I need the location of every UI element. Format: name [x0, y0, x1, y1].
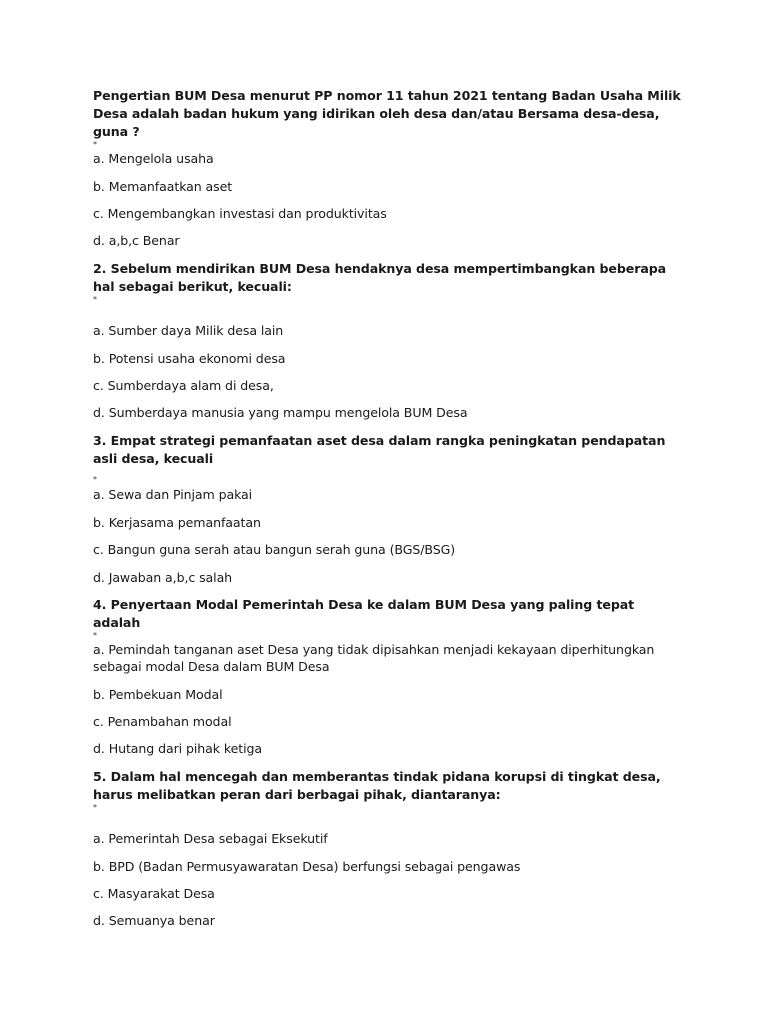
question-2-option-c: c. Sumberdaya alam di desa,	[93, 378, 274, 393]
required-mark: *	[93, 631, 97, 640]
question-1-option-b: b. Memanfaatkan aset	[93, 179, 233, 194]
question-1-text: Pengertian BUM Desa menurut PP nomor 11 tahun 2021 tentang Badan Usaha Milik Desa adalah badan hukum yang idirikan oleh desa dan/atau Bersama desa-desa, guna ?	[93, 88, 681, 139]
question-1	[93, 87, 683, 149]
question-3-text: 3. Empat strategi pemanfaatan aset desa dalam rangka peningkatan pendapatan asli desa, kecuali	[93, 433, 666, 466]
question-2-option-d: d. Sumberdaya manusia yang mampu mengelola BUM Desa	[93, 405, 468, 420]
question-2-option-b: b. Potensi usaha ekonomi desa	[93, 351, 286, 366]
question-4-text: 4. Penyertaan Modal Pemerintah Desa ke dalam BUM Desa yang paling tepat adalah	[93, 597, 635, 630]
question-3-option-d: d. Jawaban a,b,c salah	[93, 570, 233, 585]
question-5-text: 5. Dalam hal mencegah dan memberantas tindak pidana korupsi di tingkat desa, harus melibatkan peran dari berbagai pihak, diantaranya:	[93, 769, 661, 802]
question-4-option-d: d. Hutang dari pihak ketiga	[93, 741, 263, 756]
question-3-option-b: b. Kerjasama pemanfaatan	[93, 515, 261, 530]
question-2-option-a: a. Sumber daya Milik desa lain	[93, 323, 284, 338]
question-3	[93, 432, 683, 484]
question-3-option-c: c. Bangun guna serah atau bangun serah guna (BGS/BSG)	[93, 542, 456, 557]
question-1-option-d: d. a,b,c Benar	[93, 233, 180, 248]
question-4-option-b: b. Pembekuan Modal	[93, 687, 223, 702]
question-5-option-d: d. Semuanya benar	[93, 913, 215, 928]
question-3-option-a: a. Sewa dan Pinjam pakai	[93, 487, 253, 502]
required-mark: *	[93, 475, 97, 484]
question-1-option-a: a. Mengelola usaha	[93, 151, 214, 166]
question-4	[93, 596, 683, 640]
question-2	[93, 260, 683, 304]
question-5	[93, 768, 683, 812]
question-4-option-a: a. Pemindah tanganan aset Desa yang tidak dipisahkan menjadi kekayaan diperhitungkan sebagai modal Desa dalam BUM Desa	[93, 642, 655, 674]
question-5-option-b: b. BPD (Badan Permusyawaratan Desa) berfungsi sebagai pengawas	[93, 859, 521, 874]
question-5-option-a: a. Pemerintah Desa sebagai Eksekutif	[93, 831, 328, 846]
required-mark: *	[93, 803, 97, 812]
question-5-option-c: c. Masyarakat Desa	[93, 886, 215, 901]
question-1-option-c: c. Mengembangkan investasi dan produktivitas	[93, 206, 387, 221]
question-4-option-c: c. Penambahan modal	[93, 714, 232, 729]
required-mark: *	[93, 295, 97, 304]
question-2-text: 2. Sebelum mendirikan BUM Desa hendaknya desa mempertimbangkan beberapa hal sebagai berikut, kecuali:	[93, 261, 667, 294]
required-mark: *	[93, 140, 97, 149]
